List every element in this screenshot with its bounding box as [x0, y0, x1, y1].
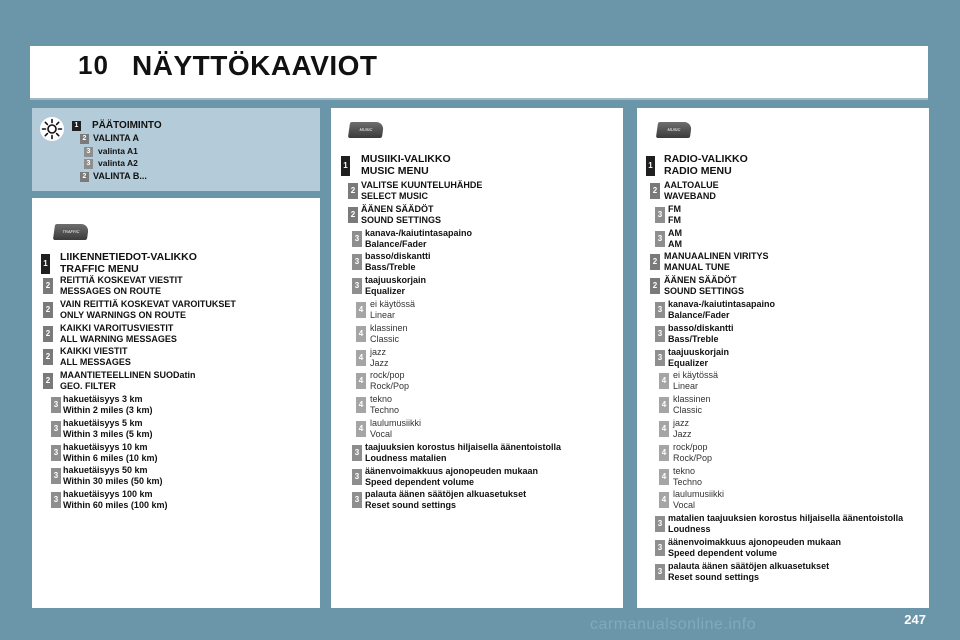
level-badge: 3 — [655, 564, 665, 580]
menu-item-label-en: Rock/Pop — [673, 452, 713, 463]
menu-item-label: KAIKKI VIESTIT — [60, 346, 128, 357]
menu-item-label-en: Balance/Fader — [365, 238, 427, 249]
music-menu-panel — [331, 108, 623, 608]
menu-item-label: ei käytössä — [673, 370, 719, 381]
traffic-menu-panel — [32, 198, 320, 608]
level-badge: 1 — [646, 156, 655, 176]
menu-item-label-en: Vocal — [673, 500, 696, 511]
level-badge: 3 — [84, 147, 93, 157]
level-badge: 2 — [80, 134, 89, 144]
menu-item-label: taajuuskorjain — [365, 275, 427, 286]
legend-item-label: valinta A2 — [98, 158, 138, 168]
menu-item-label: klassinen — [673, 394, 711, 405]
legend-item-label: VALINTA A — [93, 133, 139, 143]
menu-item-label-en: Within 2 miles (3 km) — [63, 405, 153, 415]
menu-item-label-en: SOUND SETTINGS — [361, 214, 442, 225]
level-badge: 2 — [348, 207, 358, 223]
menu-item-label: hakuetäisyys 10 km — [63, 441, 148, 452]
menu-item-label-en: Loudness — [668, 524, 711, 535]
level-badge: 3 — [51, 421, 61, 437]
menu-item-label-en: Reset sound settings — [365, 500, 457, 511]
music-icon: MUSIC — [348, 122, 384, 138]
menu-item-label: REITTIÄ KOSKEVAT VIESTIT — [60, 275, 183, 285]
level-badge: 4 — [659, 373, 669, 389]
menu-item-label-en: ONLY WARNINGS ON ROUTE — [60, 309, 187, 320]
level-badge: 3 — [51, 445, 61, 461]
radio-icon: MUSIC — [656, 122, 692, 138]
level-badge: 3 — [352, 469, 362, 485]
menu-item-label: FM — [668, 203, 681, 214]
menu-item-label-en: Bass/Treble — [668, 333, 719, 344]
level-badge: 3 — [352, 492, 362, 508]
menu-item-label-en: Within 3 miles (5 km) — [63, 428, 153, 439]
menu-item-label-en: MANUAL TUNE — [664, 262, 730, 273]
menu-item-label: palauta äänen säätöjen alkuasetukset — [668, 560, 830, 571]
level-badge: 4 — [356, 373, 366, 389]
menu-item-label: hakuetäisyys 100 km — [63, 489, 153, 500]
menu-item-label-en: Bass/Treble — [365, 262, 416, 273]
menu-item-label: VALITSE KUUNTELUHÄHDE — [361, 180, 483, 190]
level-badge: 4 — [659, 492, 669, 508]
menu-item-label: hakuetäisyys 5 km — [63, 417, 143, 428]
level-badge: 3 — [655, 302, 665, 318]
level-badge: 3 — [352, 254, 362, 270]
level-badge: 4 — [659, 469, 669, 485]
menu-item-label-en: ALL MESSAGES — [60, 357, 131, 368]
menu-title: LIIKENNETIEDOT-VALIKKO — [60, 251, 197, 263]
menu-item-label-en: ALL WARNING MESSAGES — [60, 333, 177, 344]
menu-item-label: klassinen — [370, 322, 408, 333]
level-badge: 2 — [43, 373, 53, 389]
menu-item-label: äänenvoimakkuus ajonopeuden mukaan — [365, 465, 539, 476]
level-badge: 2 — [650, 278, 660, 294]
menu-item-label-en: Jazz — [370, 357, 389, 368]
menu-item-label-en: Jazz — [673, 429, 692, 439]
level-badge: 3 — [655, 350, 665, 366]
menu-item-label-en: Linear — [673, 381, 699, 392]
menu-item-label: jazz — [673, 418, 690, 428]
level-badge: 3 — [352, 278, 362, 294]
menu-title: RADIO-VALIKKO — [664, 153, 748, 165]
page-title: NÄYTTÖKAAVIOT — [132, 50, 378, 81]
level-badge: 1 — [341, 156, 350, 176]
watermark: carmanualsonline.info — [590, 616, 757, 633]
menu-item-label: ÄÄNEN SÄÄDÖT — [361, 203, 434, 214]
menu-item-label-en: Techno — [370, 405, 400, 416]
menu-item-label-en: WAVEBAND — [664, 191, 716, 201]
menu-item-label-en: Equalizer — [668, 357, 709, 368]
menu-item-label: matalien taajuuksien korostus hiljaisella äänentoistolla — [668, 513, 904, 524]
menu-item-label: rock/pop — [673, 441, 708, 452]
level-badge: 2 — [80, 172, 89, 182]
level-badge: 3 — [655, 540, 665, 556]
menu-item-label: rock/pop — [370, 370, 405, 381]
level-badge: 3 — [655, 207, 665, 223]
menu-item-label-en: Equalizer — [365, 286, 406, 297]
menu-item-label-en: Balance/Fader — [668, 310, 730, 320]
menu-item-label: taajuuskorjain — [668, 346, 730, 357]
legend-panel — [32, 108, 320, 191]
level-badge: 3 — [352, 445, 362, 461]
menu-item-label-en: Within 30 miles (50 km) — [63, 476, 163, 487]
menu-title-en: MUSIC MENU — [361, 165, 429, 177]
menu-item-label: laulumusiikki — [673, 489, 725, 500]
level-badge: 3 — [655, 326, 665, 342]
menu-item-label: hakuetäisyys 3 km — [63, 394, 143, 404]
level-badge: 3 — [352, 231, 362, 247]
menu-item-label: MANUAALINEN VIRITYS — [664, 251, 769, 262]
level-badge: 3 — [84, 159, 93, 169]
level-badge: 1 — [72, 121, 81, 131]
level-badge: 2 — [650, 254, 660, 270]
level-badge: 2 — [43, 302, 53, 318]
menu-item-label-en: SOUND SETTINGS — [664, 286, 745, 297]
menu-item-label-en: FM — [668, 214, 681, 225]
level-badge: 3 — [655, 231, 665, 247]
level-badge: 1 — [41, 254, 50, 274]
level-badge: 4 — [356, 397, 366, 413]
menu-item-label: taajuuksien korostus hiljaisella äänentoistolla — [365, 441, 562, 452]
menu-item-label-en: Loudness matalien — [365, 452, 447, 463]
level-badge: 3 — [51, 397, 61, 413]
menu-item-label: basso/diskantti — [365, 251, 431, 262]
radio-menu-panel — [637, 108, 929, 608]
menu-item-label: kanava-/kaiutintasapaino — [365, 227, 473, 238]
menu-item-label: laulumusiikki — [370, 418, 422, 428]
level-badge: 2 — [650, 183, 660, 199]
level-badge: 2 — [43, 349, 53, 365]
menu-item-label: äänenvoimakkuus ajonopeuden mukaan — [668, 537, 842, 547]
legend-item-label: valinta A1 — [98, 145, 138, 156]
legend-item-label: VALINTA B... — [93, 170, 147, 181]
traffic-icon: TRAFFIC — [53, 224, 89, 240]
menu-item-label: AM — [668, 227, 682, 238]
level-badge: 4 — [356, 350, 366, 366]
level-badge: 4 — [356, 302, 366, 318]
menu-item-label-en: Vocal — [370, 429, 393, 439]
level-badge: 2 — [43, 326, 53, 342]
level-badge: 3 — [51, 492, 61, 508]
menu-item-label: tekno — [673, 465, 696, 476]
menu-item-label: ÄÄNEN SÄÄDÖT — [664, 275, 737, 286]
menu-item-label-en: Techno — [673, 476, 703, 487]
menu-item-label: AALTOALUE — [664, 180, 719, 190]
level-badge: 2 — [43, 278, 53, 294]
menu-item-label-en: Classic — [673, 405, 703, 416]
menu-item-label-en: AM — [668, 238, 682, 249]
menu-item-label: tekno — [370, 394, 393, 405]
menu-item-label-en: GEO. FILTER — [60, 381, 116, 392]
menu-item-label-en: Within 60 miles (100 km) — [63, 500, 168, 511]
level-badge: 4 — [356, 421, 366, 437]
menu-title: MUSIIKI-VALIKKO — [361, 153, 451, 165]
menu-item-label: hakuetäisyys 50 km — [63, 465, 148, 476]
legend-item-label: PÄÄTOIMINTO — [92, 120, 162, 131]
menu-item-label-en: Speed dependent volume — [365, 476, 475, 487]
menu-item-label-en: Speed dependent volume — [668, 548, 778, 558]
menu-item-label: KAIKKI VAROITUSVIESTIT — [60, 322, 174, 333]
level-badge: 4 — [659, 421, 669, 437]
brightness-sun-icon — [39, 116, 65, 142]
menu-item-label: VAIN REITTIÄ KOSKEVAT VAROITUKSET — [60, 298, 236, 309]
menu-item-label-en: Classic — [370, 333, 400, 344]
menu-title-en: TRAFFIC MENU — [60, 263, 139, 275]
menu-item-label-en: Linear — [370, 310, 396, 320]
level-badge: 4 — [659, 445, 669, 461]
level-badge: 4 — [356, 326, 366, 342]
menu-item-label-en: SELECT MUSIC — [361, 191, 429, 201]
menu-item-label: kanava-/kaiutintasapaino — [668, 299, 776, 309]
page-number: 247 — [904, 612, 926, 627]
menu-item-label-en: Reset sound settings — [668, 571, 760, 582]
level-badge: 2 — [348, 183, 358, 199]
menu-item-label-en: Within 6 miles (10 km) — [63, 452, 158, 463]
menu-item-label: MAANTIETEELLINEN SUODatin — [60, 370, 196, 381]
menu-item-label: basso/diskantti — [668, 322, 734, 333]
level-badge: 3 — [655, 516, 665, 532]
level-badge: 4 — [659, 397, 669, 413]
chapter-number: 10 — [78, 50, 109, 80]
menu-item-label: jazz — [370, 346, 387, 357]
level-badge: 3 — [51, 468, 61, 484]
menu-item-label: ei käytössä — [370, 299, 416, 309]
menu-title-en: RADIO MENU — [664, 165, 732, 177]
page-header — [30, 46, 928, 100]
menu-item-label-en: MESSAGES ON ROUTE — [60, 286, 162, 296]
menu-item-label-en: Rock/Pop — [370, 381, 410, 392]
menu-item-label: palauta äänen säätöjen alkuasetukset — [365, 489, 527, 500]
